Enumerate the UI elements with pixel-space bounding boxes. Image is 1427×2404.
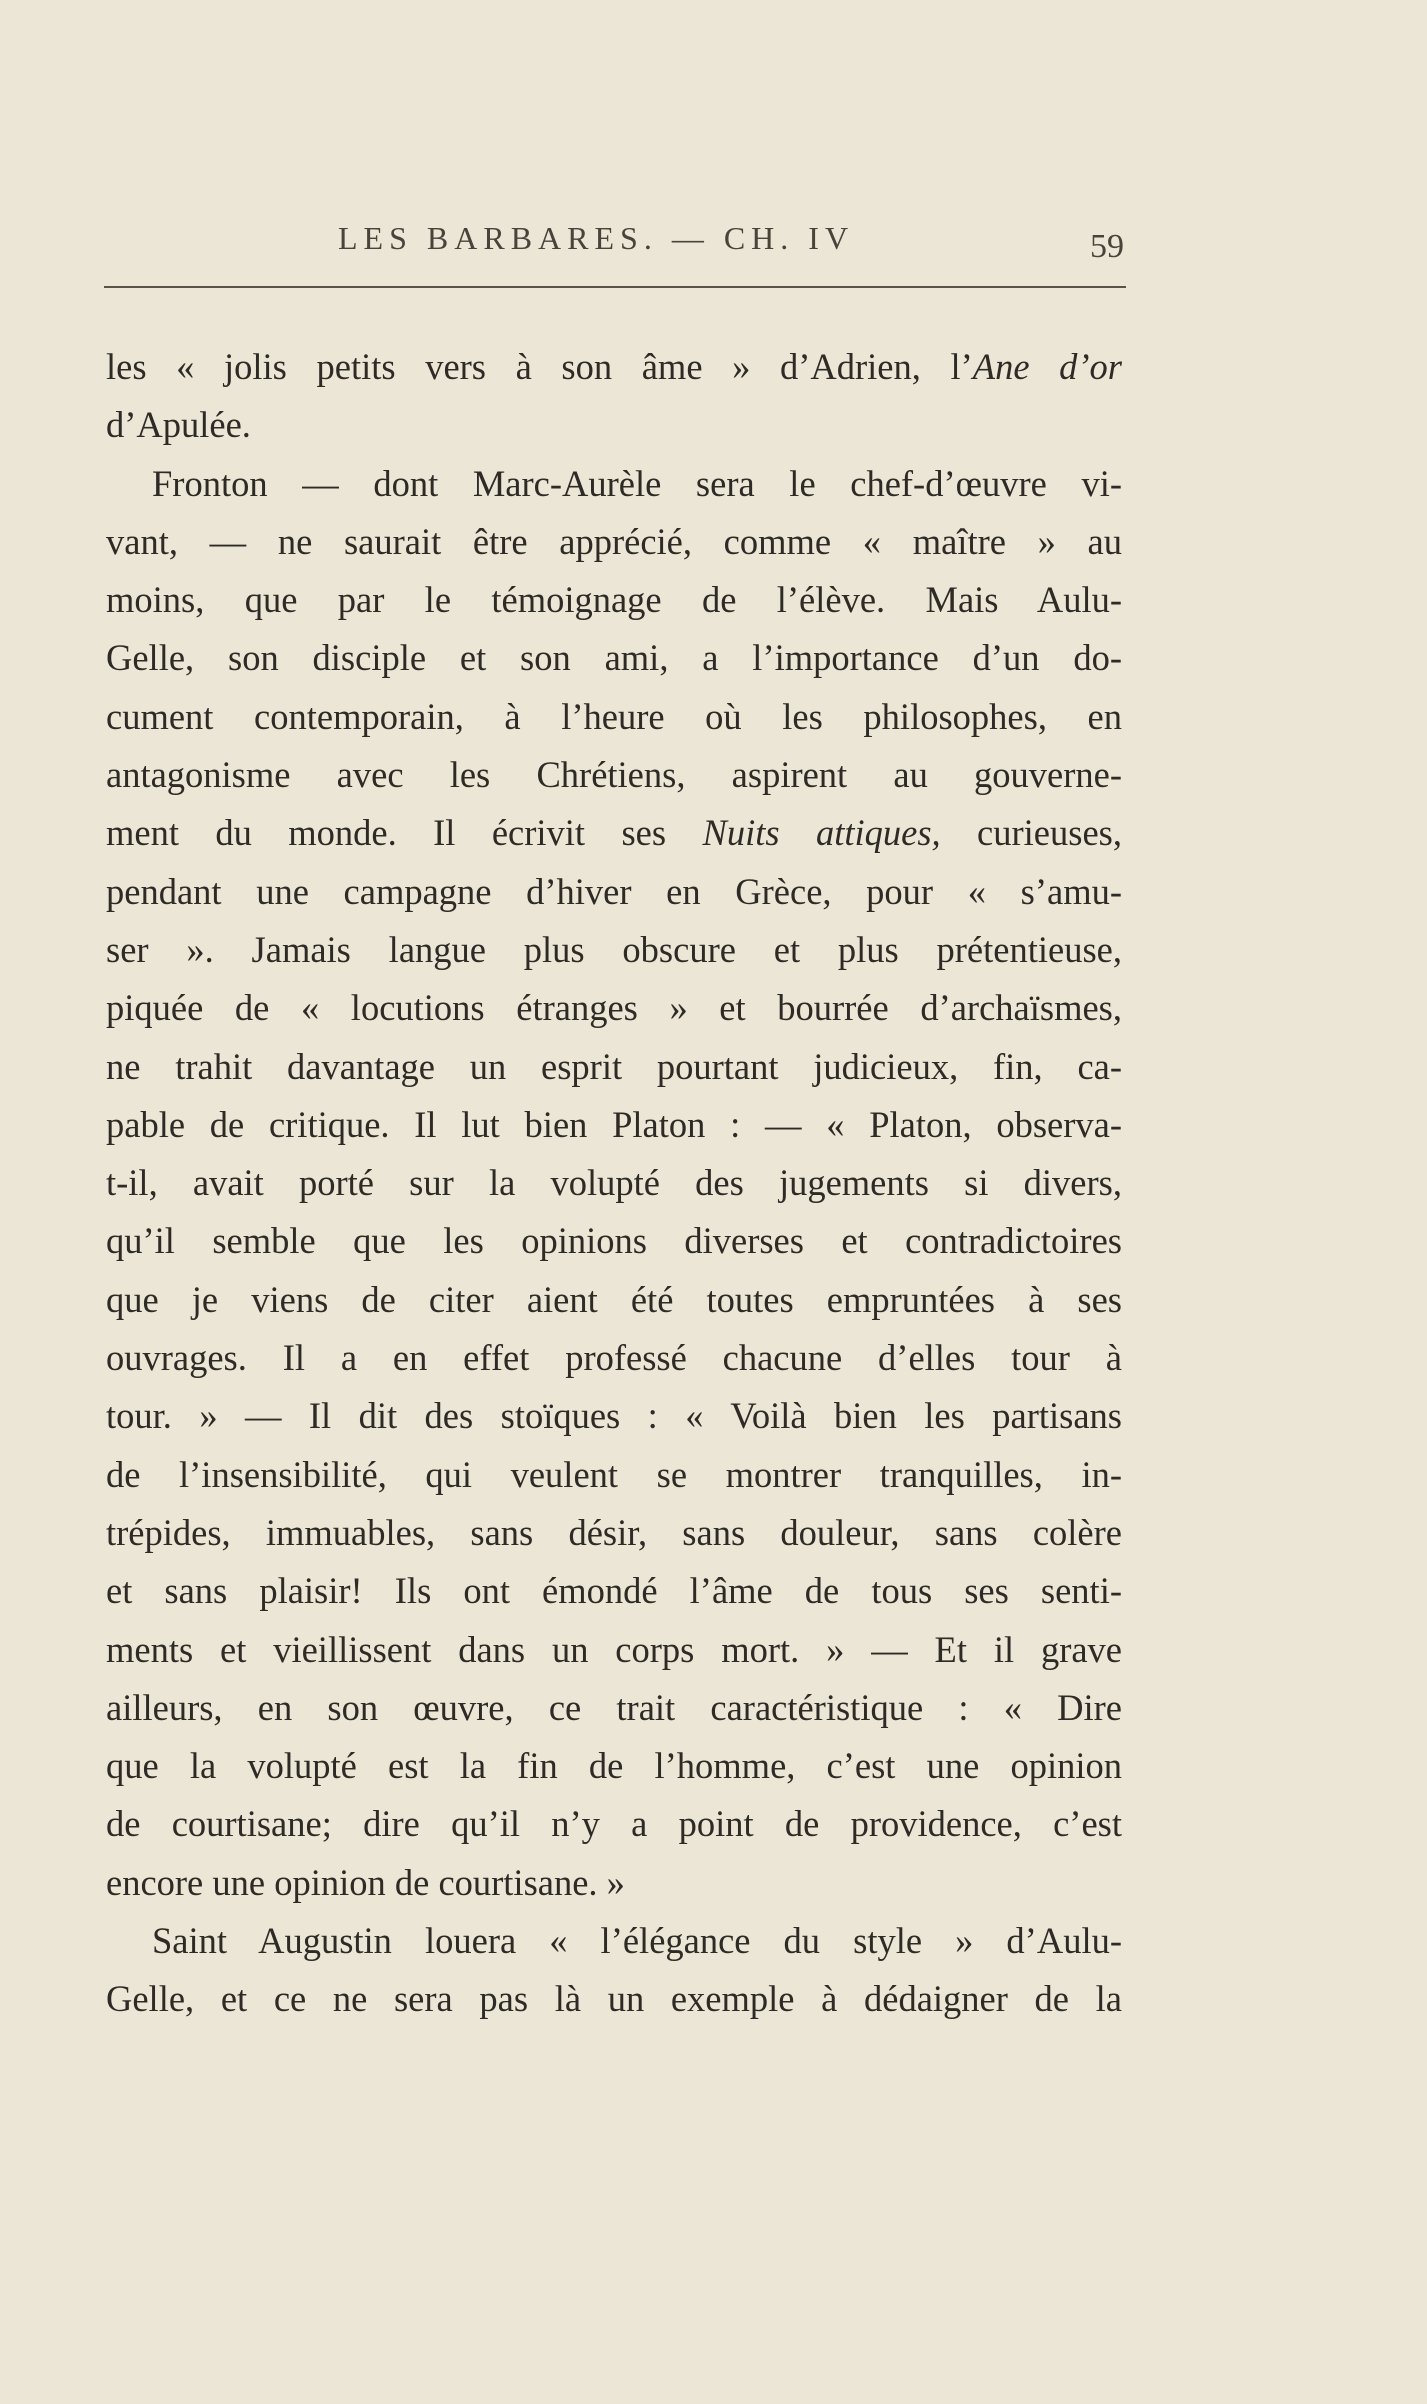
- text-line-10: pendant une campagne d’hiver en Grèce, pour « s’amu-: [106, 870, 1122, 912]
- text-line-9: ment du monde. Il écrivit ses Nuits attiques, curieuses,: [106, 812, 1122, 854]
- text-line-12: piquée de « locutions étranges » et bourrée d’archaïsmes,: [106, 987, 1122, 1029]
- text-line-2: d’Apulée.: [106, 404, 251, 446]
- text-line-23: ments et vieillissent dans un corps mort. » — Et il grave: [106, 1628, 1122, 1670]
- text-line-14: pable de critique. Il lut bien Platon : — « Platon, observa-: [106, 1103, 1122, 1145]
- running-title: LES BARBARES. — CH. IV: [338, 220, 855, 256]
- text-line-7: cument contemporain, à l’heure où les philosophes, en: [106, 695, 1122, 737]
- text-line-26: de courtisane; dire qu’il n’y a point de providence, c’est: [106, 1803, 1122, 1845]
- text-line-6: Gelle, son disciple et son ami, a l’importance d’un do-: [106, 637, 1122, 679]
- text-line-15: t-il, avait porté sur la volupté des jugements si divers,: [106, 1162, 1122, 1204]
- text-line-13: ne trahit davantage un esprit pourtant judicieux, fin, ca-: [106, 1045, 1122, 1087]
- italic-title-nuits-attiques: Nuits attiques,: [702, 812, 941, 854]
- header-rule: [104, 286, 1126, 288]
- text-line-17: que je viens de citer aient été toutes empruntées à ses: [106, 1278, 1122, 1320]
- page-number: 59: [1090, 228, 1124, 265]
- text-line-29: Gelle, et ce ne sera pas là un exemple à dédaigner de la: [106, 1978, 1122, 2020]
- text-line-18: ouvrages. Il a en effet professé chacune d’elles tour à: [106, 1337, 1122, 1379]
- paragraph-start-fronton: Fronton — dont Marc-Aurèle sera le chef-d’œuvre vi-: [152, 462, 1122, 504]
- text-line-20: de l’insensibilité, qui veulent se montrer tranquilles, in-: [106, 1453, 1122, 1495]
- text-line-11: ser ». Jamais langue plus obscure et plus prétentieuse,: [106, 928, 1122, 970]
- paragraph-start-saint-augustin: Saint Augustin louera « l’élégance du style » d’Aulu-: [152, 1920, 1122, 1962]
- text-line-4: vant, — ne saurait être apprécié, comme « maître » au: [106, 520, 1122, 562]
- text-line-22: et sans plaisir! Ils ont émondé l’âme de tous ses senti-: [106, 1570, 1122, 1612]
- text-line-8: antagonisme avec les Chrétiens, aspirent au gouverne-: [106, 754, 1122, 796]
- text-line-19: tour. » — Il dit des stoïques : « Voilà bien les partisans: [106, 1395, 1122, 1437]
- text-line-1: les « jolis petits vers à son âme » d’Adrien, l’Ane d’or: [106, 346, 1122, 387]
- text-line-21: trépides, immuables, sans désir, sans douleur, sans colère: [106, 1511, 1122, 1553]
- running-head: [106, 210, 1124, 270]
- text-line-16: qu’il semble que les opinions diverses et contradictoires: [106, 1220, 1122, 1262]
- body-text: [106, 338, 1122, 2029]
- text-line-25: que la volupté est la fin de l’homme, c’est une opinion: [106, 1745, 1122, 1787]
- text-line-24: ailleurs, en son œuvre, ce trait caractéristique : « Dire: [106, 1686, 1122, 1728]
- italic-title-ane-dor: Ane d’or: [972, 346, 1122, 387]
- text-line-5: moins, que par le témoignage de l’élève. Mais Aulu-: [106, 579, 1122, 621]
- text-line-27: encore une opinion de courtisane. »: [106, 1861, 625, 1903]
